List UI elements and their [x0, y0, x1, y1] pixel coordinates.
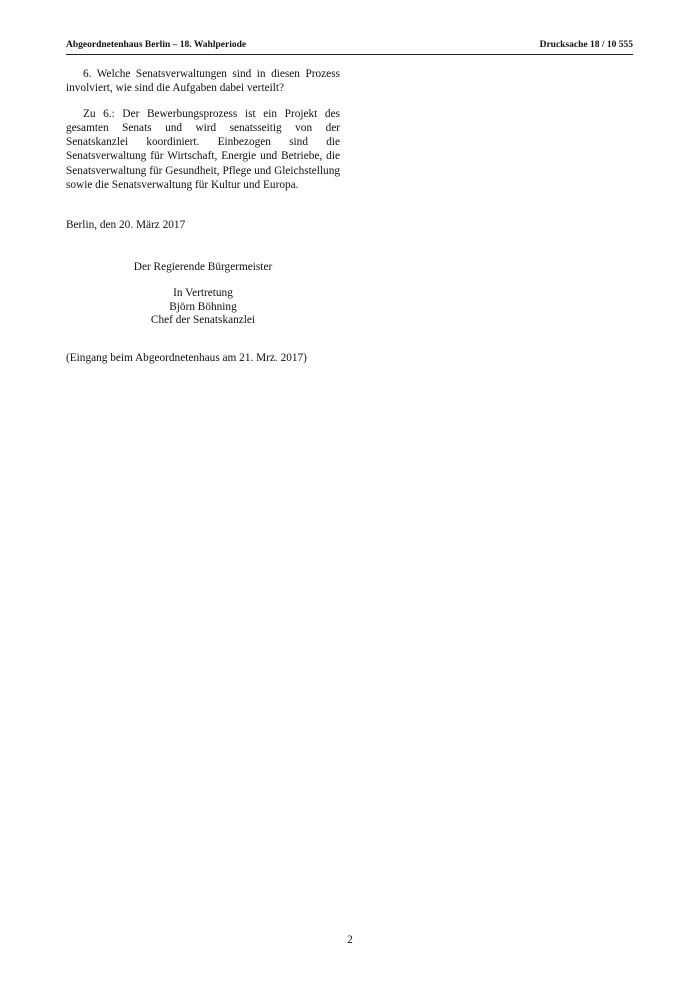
representation-line: In Vertretung — [173, 287, 233, 299]
signature-block — [66, 287, 340, 328]
receipt-note: (Eingang beim Abgeordnetenhaus am 21. Mrz. 2017) — [66, 352, 307, 364]
header-parliament-title: Abgeordnetenhaus Berlin – 18. Wahlperiode — [66, 40, 247, 50]
text-column — [66, 67, 340, 192]
question-paragraph: 6. Welche Senatsverwaltungen sind in diesen Prozess involviert, wie sind die Aufgaben dabei verteilt? — [66, 68, 340, 95]
page-number: 2 — [347, 934, 353, 946]
signatory-role: Chef der Senatskanzlei — [150, 314, 256, 327]
header-document-number: Drucksache 18 / 10 555 — [539, 40, 633, 50]
answer-paragraph: Zu 6.: Der Bewerbungsprozess ist ein Projekt des gesamten Senats und wird senatsseitig von der Senatskanzlei koordiniert. Einbezogen sind die Senatsverwaltung für Wirtschaft, Energie und Betriebe, die Senatsverwaltung für Gesundheit, Pflege und Gleichstellung sowie die Senatsverwaltung für Kultur und Europa. — [66, 108, 340, 191]
signatory-name: Björn Böhning — [169, 300, 237, 313]
date-line: Berlin, den 20. März 2017 — [66, 219, 186, 231]
signatory-office: Der Regierende Bürgermeister — [133, 261, 273, 273]
page-header — [66, 40, 633, 55]
